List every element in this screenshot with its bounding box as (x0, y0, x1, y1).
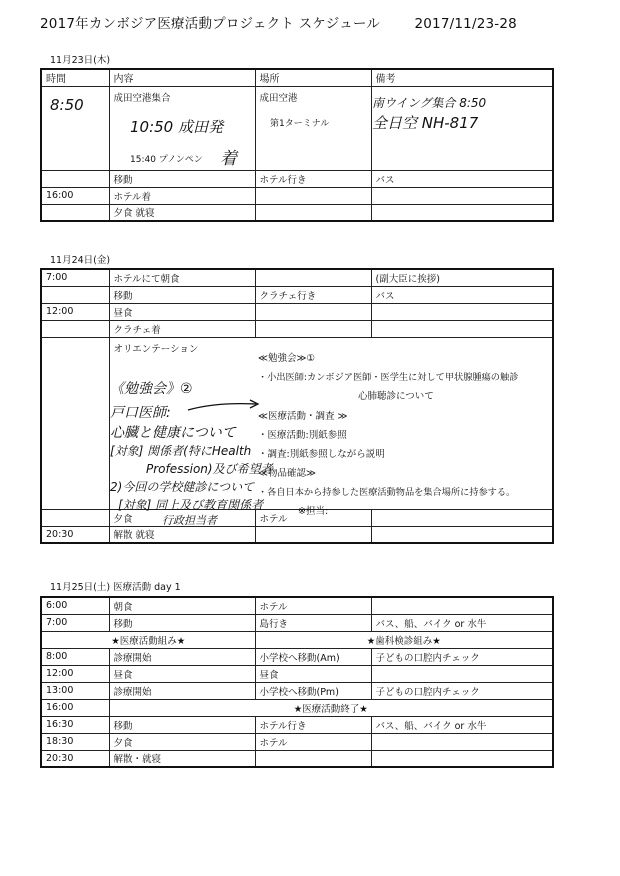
day2-note-1: ≪勉強会≫① (258, 353, 315, 364)
day2-r3-content: 昼食 (109, 303, 255, 320)
day1-row-3 (41, 187, 553, 204)
day2-note-3: 心肺聴診について (358, 391, 434, 402)
day2-note-5: ・医療活動:別紙参照 (258, 430, 347, 441)
day1-label: 11月23日(木) (50, 55, 111, 66)
day2-hw-school: 2)今回の学校健診について (110, 480, 255, 494)
day2-note-2: ・小出医師:カンボジア医師・医学生に対して甲状腺腫瘍の触診 (258, 372, 519, 383)
day1-r4-content: 夕食 就寝 (109, 204, 255, 221)
day2-big-time (41, 337, 109, 509)
day1-r1-content: 成田空港集合 (109, 86, 255, 170)
day3-r6-time: 13:00 (41, 682, 109, 699)
day3-group-medical: ★医療活動組み★ (41, 631, 255, 648)
day1-r2-time (41, 170, 109, 187)
day3-label: 11月25日(土) 医療活動 day 1 (50, 582, 181, 593)
day3-r5-place: 昼食 (255, 665, 371, 682)
day3-r6-note: 子どもの口腔内チェック (371, 682, 553, 699)
day2-r3-place (255, 303, 371, 320)
day1-header-row (41, 69, 553, 86)
day2-r3-note (371, 303, 553, 320)
day2-note-4: ≪医療活動・調査 ≫ (258, 411, 348, 422)
day2-r4-place (255, 320, 371, 337)
day2-r7-time: 20:30 (41, 526, 109, 543)
day1-r4-time (41, 204, 109, 221)
day3-r1-note (371, 597, 553, 614)
day1-hw-arrival: 着 (220, 149, 237, 169)
day2-r6-content: 夕食 (109, 509, 255, 526)
day2-r2-content: 移動 (109, 286, 255, 303)
day2-row-4 (41, 320, 553, 337)
day3-r8-note: バス、船、バイク or 水牛 (371, 716, 553, 733)
day3-r2-content: 移動 (109, 614, 255, 631)
day2-r1-place (255, 269, 371, 286)
day1-hw-meeting: 南ウイング集合 8:50 (372, 96, 487, 110)
day2-r7-note (371, 526, 553, 543)
day1-r1-place: 成田空港 (255, 86, 371, 170)
day3-r1-content: 朝食 (109, 597, 255, 614)
day3-row-9 (41, 733, 553, 750)
day2-r6-time (41, 509, 109, 526)
day3-row-6 (41, 682, 553, 699)
day3-row-10 (41, 750, 553, 767)
day3-row-5 (41, 665, 553, 682)
day2-r4-content: クラチェ着 (109, 320, 255, 337)
day1-table (40, 68, 554, 222)
day2-note-8: ・各自日本から持参した医療活動物品を集合場所に持参する。 (258, 487, 516, 498)
day3-r4-note: 子どもの口腔内チェック (371, 648, 553, 665)
day2-hw-study: 《勉強会》② (110, 381, 193, 397)
day2-r6-note (371, 509, 553, 526)
day3-r5-note (371, 665, 553, 682)
day2-r1-note: (副大臣に挨拶) (371, 269, 553, 286)
day3-r8-content: 移動 (109, 716, 255, 733)
day3-r9-place: ホテル (255, 733, 371, 750)
day1-hw-flight: 全日空 NH-817 (372, 114, 479, 132)
day3-r6-place: 小学校へ移動(Pm) (255, 682, 371, 699)
day2-hw-target2: [対象] 同上及び教育関係者 (118, 498, 264, 512)
day2-r4-time (41, 320, 109, 337)
day3-r4-time: 8:00 (41, 648, 109, 665)
day3-r9-note (371, 733, 553, 750)
day3-r10-time: 20:30 (41, 750, 109, 767)
day3-r2-note: バス、船、バイク or 水牛 (371, 614, 553, 631)
day3-r6-content: 診療開始 (109, 682, 255, 699)
day2-hw-target1b: Profession)及び希望者 (146, 462, 273, 476)
day3-group-dental: ★歯科検診組み★ (255, 631, 553, 648)
day1-r4-note (371, 204, 553, 221)
title-dates: 2017/11/23-28 (414, 16, 517, 32)
day3-row-8 (41, 716, 553, 733)
day2-r7-content: 解散 就寝 (109, 526, 255, 543)
day3-r10-place (255, 750, 371, 767)
day2-r2-note: バス (371, 286, 553, 303)
day3-r7-time: 16:00 (41, 699, 109, 716)
day3-r9-time: 18:30 (41, 733, 109, 750)
day1-place-note: 第1ターミナル (270, 119, 330, 129)
day2-hw-target1: [対象] 関係者(特にHealth (110, 444, 252, 458)
day2-r1-content: ホテルにて朝食 (109, 269, 255, 286)
day2-row-7 (41, 526, 553, 543)
day2-big-content: オリエンテーション (109, 337, 255, 509)
day1-r4-place (255, 204, 371, 221)
day1-r3-content: ホテル着 (109, 187, 255, 204)
day1-r2-place: ホテル行き (255, 170, 371, 187)
day3-row-3 (41, 631, 553, 648)
day3-table (40, 596, 554, 768)
day2-note-7: ≪物品確認≫ (258, 468, 316, 479)
day3-row-1 (41, 597, 553, 614)
day2-r6-place: ホテル (255, 509, 371, 526)
header-time: 時間 (41, 69, 109, 86)
day2-r2-place: クラチェ行き (255, 286, 371, 303)
day1-row-2 (41, 170, 553, 187)
day3-r1-time: 6:00 (41, 597, 109, 614)
day3-r4-content: 診療開始 (109, 648, 255, 665)
day1-r3-time: 16:00 (41, 187, 109, 204)
arrow-icon (186, 398, 266, 416)
day3-r2-time: 7:00 (41, 614, 109, 631)
day2-r7-place (255, 526, 371, 543)
day2-hw-doctor: 戸口医師: (110, 405, 171, 421)
day1-r3-place (255, 187, 371, 204)
day3-r10-content: 解散・就寝 (109, 750, 255, 767)
header-content: 内容 (109, 69, 255, 86)
day1-r3-note (371, 187, 553, 204)
day2-note-6: ・調査:別紙参照しながら説明 (258, 449, 385, 460)
day1-r2-note: バス (371, 170, 553, 187)
day2-r3-time: 12:00 (41, 303, 109, 320)
day3-row-4 (41, 648, 553, 665)
day3-activity-end: ★医療活動終了★ (109, 699, 553, 716)
day1-r2-content: 移動 (109, 170, 255, 187)
day3-r1-place: ホテル (255, 597, 371, 614)
day1-arrival-text: 15:40 プノンペン (130, 155, 203, 165)
page-title (40, 12, 517, 32)
day3-r4-place: 小学校へ移動(Am) (255, 648, 371, 665)
day2-r4-note (371, 320, 553, 337)
day3-r8-time: 16:30 (41, 716, 109, 733)
day2-row-1 (41, 269, 553, 286)
title-text: 2017年カンボジア医療活動プロジェクト スケジュール (40, 16, 380, 32)
day2-hw-topic: 心臓と健康について (110, 425, 236, 441)
day2-r1-time: 7:00 (41, 269, 109, 286)
day2-label: 11月24日(金) (50, 255, 111, 266)
header-note: 備考 (371, 69, 553, 86)
day1-hw-departure: 10:50 成田発 (130, 118, 223, 136)
day3-r5-content: 昼食 (109, 665, 255, 682)
day3-row-2 (41, 614, 553, 631)
day2-row-2 (41, 286, 553, 303)
day2-note-9: ※担当: (298, 506, 329, 517)
day3-r10-note (371, 750, 553, 767)
day1-row-4 (41, 204, 553, 221)
day3-r9-content: 夕食 (109, 733, 255, 750)
day2-row-3 (41, 303, 553, 320)
day3-r5-time: 12:00 (41, 665, 109, 682)
header-place: 場所 (255, 69, 371, 86)
day2-hw-target2b: 行政担当者 (162, 514, 217, 527)
day3-r8-place: ホテル行き (255, 716, 371, 733)
day3-row-7 (41, 699, 553, 716)
day3-r2-place: 島行き (255, 614, 371, 631)
day2-r2-time (41, 286, 109, 303)
day1-hw-time: 8:50 (50, 96, 84, 114)
